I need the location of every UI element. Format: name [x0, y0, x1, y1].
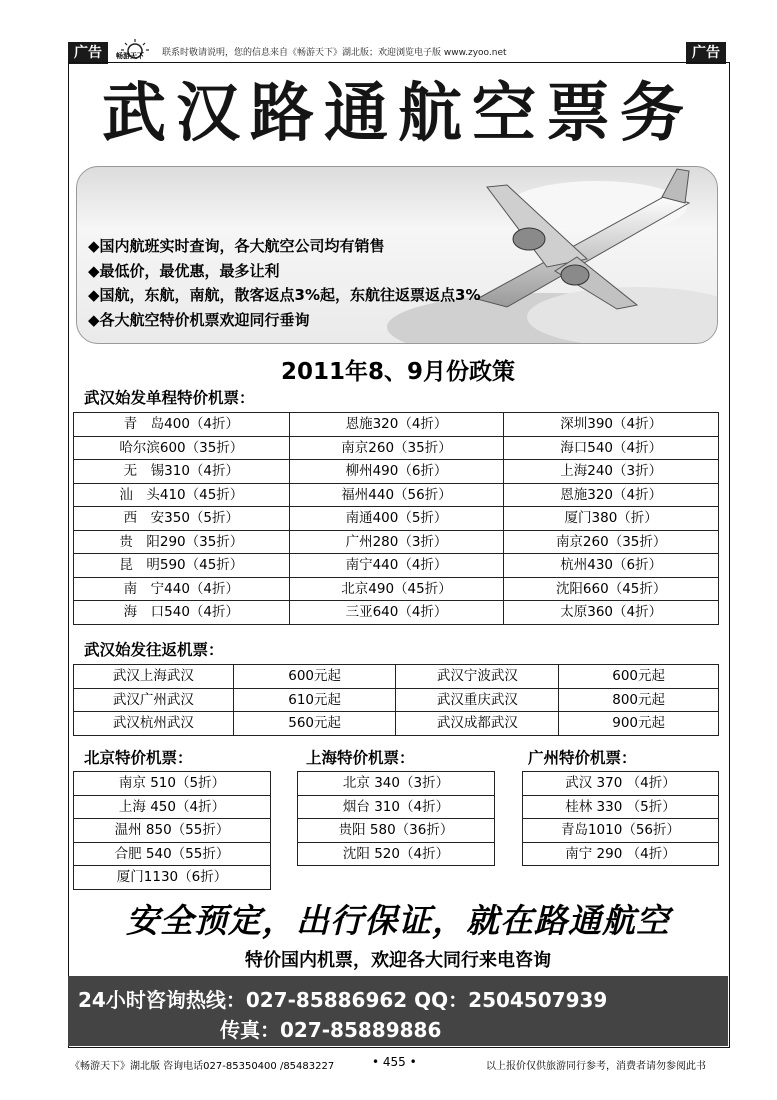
table-row	[74, 460, 719, 484]
table-row	[74, 413, 719, 437]
fare-cell: 青 岛400（4折）	[74, 413, 290, 437]
fare-cell: 广州280（3折）	[289, 530, 504, 554]
feature-list	[88, 234, 480, 332]
fare-cell: 深圳390（4折）	[504, 413, 719, 437]
slogan: 安全预定，出行保证，就在路通航空	[126, 901, 670, 940]
table-row	[74, 577, 719, 601]
feature-item: ◆国航，东航，南航，散客返点3%起，东航往返票返点3%	[88, 286, 481, 304]
hotline: 24小时咨询热线：027-85886962 QQ：2504507939	[78, 988, 608, 1012]
feature-item: ◆国内航班实时查询，各大航空公司均有销售	[88, 237, 385, 255]
header-note: 联系时敬请说明，您的信息来自《畅游天下》湖北版；欢迎浏览电子版 www.zyoo.net	[162, 48, 507, 58]
fax: 传真：027-85889886	[220, 1018, 442, 1042]
price-cell: 800元起	[559, 688, 719, 712]
page-title: 武汉路通航空票务	[102, 76, 694, 151]
table-row	[74, 601, 719, 625]
table-row	[74, 554, 719, 578]
beijing-heading: 北京特价机票：	[84, 749, 193, 767]
fare-cell: 汕 头410（45折）	[74, 483, 290, 507]
policy-title: 2011年8、9月份政策	[280, 359, 516, 385]
table-row	[523, 842, 719, 866]
fare-cell: 昆 明590（45折）	[74, 554, 290, 578]
oneway-heading: 武汉始发单程特价机票：	[84, 389, 255, 407]
shanghai-table	[297, 771, 495, 866]
fare-cell: 厦门1130（6折）	[74, 866, 271, 890]
price-cell: 610元起	[233, 688, 396, 712]
fare-cell: 贵 阳290（35折）	[74, 530, 290, 554]
fare-cell: 贵阳 580（36折）	[298, 819, 495, 843]
shanghai-heading: 上海特价机票：	[306, 749, 415, 767]
table-row	[74, 436, 719, 460]
table-row	[298, 795, 495, 819]
fare-cell: 南京 510（5折）	[74, 772, 271, 796]
fare-cell: 北京 340（3折）	[298, 772, 495, 796]
fare-cell: 沈阳 520（4折）	[298, 842, 495, 866]
table-row	[74, 772, 271, 796]
fare-cell: 杭州430（6折）	[504, 554, 719, 578]
route-cell: 武汉上海武汉	[74, 665, 234, 689]
fare-cell: 无 锡310（4折）	[74, 460, 290, 484]
guangzhou-table	[522, 771, 719, 866]
fare-cell: 上海 450（4折）	[74, 795, 271, 819]
logo	[114, 38, 156, 60]
table-row	[74, 795, 271, 819]
feature-item: ◆各大航空特价机票欢迎同行垂询	[88, 310, 310, 329]
fare-cell: 南京260（35折）	[504, 530, 719, 554]
route-cell: 武汉重庆武汉	[396, 688, 559, 712]
table-row	[74, 819, 271, 843]
table-row	[74, 866, 271, 890]
roundtrip-table	[73, 664, 719, 736]
roundtrip-heading: 武汉始发往返机票：	[84, 641, 224, 659]
table-row	[74, 530, 719, 554]
route-cell: 武汉成都武汉	[396, 712, 559, 736]
beijing-table	[73, 771, 271, 890]
subslogan: 特价国内机票，欢迎各大同行来电咨询	[245, 950, 551, 971]
table-row	[74, 688, 719, 712]
oneway-table	[73, 412, 719, 625]
route-cell: 武汉宁波武汉	[396, 665, 559, 689]
fare-cell: 厦门380（折）	[504, 507, 719, 531]
table-row	[298, 819, 495, 843]
table-row	[74, 665, 719, 689]
fare-cell: 南通400（5折）	[289, 507, 504, 531]
table-row	[74, 483, 719, 507]
feature-item: ◆最低价，最优惠，最多让利	[88, 261, 280, 280]
logo-text: 畅游天下	[116, 52, 144, 60]
table-row	[523, 772, 719, 796]
footer-right: 以上报价仅供旅游同行参考，消费者请勿参阅此书	[486, 1061, 706, 1072]
route-cell: 武汉杭州武汉	[74, 712, 234, 736]
fare-cell: 恩施320（4折）	[504, 483, 719, 507]
fare-cell: 北京490（45折）	[289, 577, 504, 601]
fare-cell: 海口540（4折）	[504, 436, 719, 460]
ad-label-left: 广告	[68, 42, 108, 64]
fare-cell: 海 口540（4折）	[74, 601, 290, 625]
fare-cell: 南京260（35折）	[289, 436, 504, 460]
fare-cell: 沈阳660（45折）	[504, 577, 719, 601]
page-number: • 455 •	[372, 1055, 417, 1069]
contact-bar	[68, 976, 728, 1046]
table-row	[523, 819, 719, 843]
price-cell: 900元起	[559, 712, 719, 736]
fare-cell: 西 安350（5折）	[74, 507, 290, 531]
fare-cell: 南 宁440（4折）	[74, 577, 290, 601]
fare-cell: 青岛1010（56折）	[523, 819, 719, 843]
fare-cell: 恩施320（4折）	[289, 413, 504, 437]
fare-cell: 太原360（4折）	[504, 601, 719, 625]
table-row	[523, 795, 719, 819]
fare-cell: 温州 850（55折）	[74, 819, 271, 843]
fare-cell: 福州440（56折）	[289, 483, 504, 507]
footer-left: 《畅游天下》湖北版 咨询电话027-85350400 /85483227	[70, 1061, 335, 1072]
fare-cell: 柳州490（6折）	[289, 460, 504, 484]
fare-cell: 烟台 310（4折）	[298, 795, 495, 819]
price-cell: 600元起	[233, 665, 396, 689]
price-cell: 600元起	[559, 665, 719, 689]
guangzhou-heading: 广州特价机票：	[528, 749, 637, 767]
fare-cell: 武汉 370 （4折）	[523, 772, 719, 796]
fare-cell: 哈尔滨600（35折）	[74, 436, 290, 460]
ad-label-right: 广告	[686, 42, 726, 64]
fare-cell: 三亚640（4折）	[289, 601, 504, 625]
table-row	[74, 712, 719, 736]
fare-cell: 合肥 540（55折）	[74, 842, 271, 866]
table-row	[74, 842, 271, 866]
fare-cell: 上海240（3折）	[504, 460, 719, 484]
table-row	[298, 842, 495, 866]
price-cell: 560元起	[233, 712, 396, 736]
route-cell: 武汉广州武汉	[74, 688, 234, 712]
table-row	[74, 507, 719, 531]
fare-cell: 南宁440（4折）	[289, 554, 504, 578]
table-row	[298, 772, 495, 796]
fare-cell: 南宁 290 （4折）	[523, 842, 719, 866]
fare-cell: 桂林 330 （5折）	[523, 795, 719, 819]
